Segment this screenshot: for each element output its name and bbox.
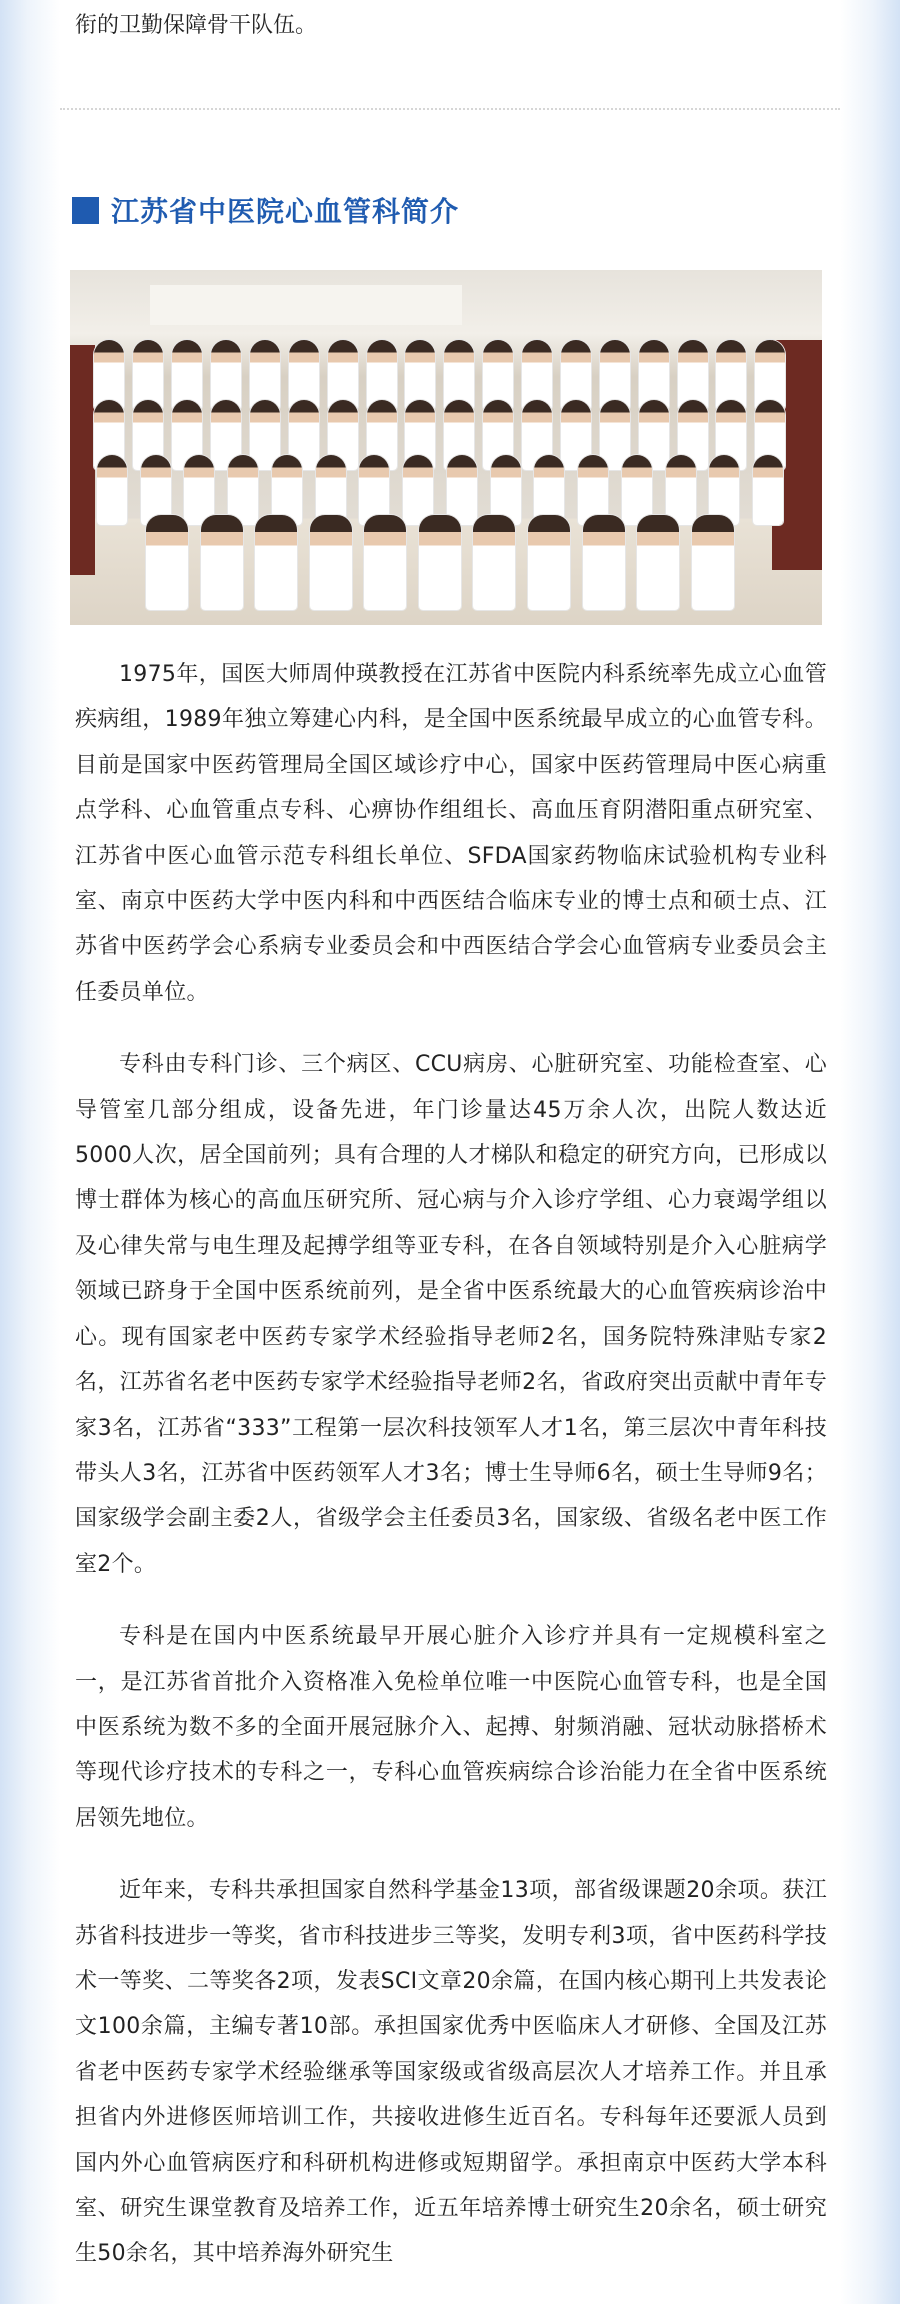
photo-staff-group xyxy=(90,340,790,615)
photo-ceiling-light xyxy=(150,285,462,325)
paragraph-history: 1975年，国医大师周仲瑛教授在江苏省中医院内科系统率先成立心血管疾病组，1989年独立筹建心内科，是全国中医系统最早成立的心血管专科。目前是国家中医药管理局全国区域诊疗中心，国家中医药管理局中医心病重点学科、心血管重点专科、心痹协作组组长、高血压育阴潜阳重点研究室、江苏省中医心血管示范专科组长单位、SFDA国家药物临床试验机构专业科室、南京中医药大学中医内科和中西医结合临床专业的博士点和硕士点、江苏省中医药学会心系病专业委员会和中西医结合学会心血管病专业委员会主任委员单位。 xyxy=(75,662,827,1005)
section-heading xyxy=(72,190,459,230)
section-title: 江苏省中医院心血管科简介 xyxy=(111,195,460,228)
square-bullet-icon xyxy=(72,197,99,224)
previous-section-tail-text: 衔的卫勤保障骨干队伍。 xyxy=(75,13,318,38)
paragraph-interventional: 专科是在国内中医系统最早开展心脏介入诊疗并具有一定规模科室之一，是江苏省首批介入资格准入免检单位唯一中医院心血管专科，也是全国中医系统为数不多的全面开展冠脉介入、起搏、射频消融、冠状动脉搭桥术等现代诊疗技术的专科之一，专科心血管疾病综合诊治能力在全省中医系统居领先地位。 xyxy=(75,1624,827,1831)
paragraph-research-education: 近年来，专科共承担国家自然科学基金13项，部省级课题20余项。获江苏省科技进步一等奖，省市科技进步三等奖，发明专利3项，省中医药科学技术一等奖、二等奖各2项，发表SCI文章20余篇，在国内核心期刊上共发表论文100余篇，主编专著10部。承担国家优秀中医临床人才研修、全国及江苏省老中医药专家学术经验继承等国家级或省级高层次人才培养工作。并且承担省内外进修医师培训工作，共接收进修生近百名。专科每年还要派人员到国内外心血管病医疗和科研机构进修或短期留学。承担南京中医药大学本科室、研究生课堂教育及培养工作，近五年培养博士研究生20余名，硕士研究生50余名，其中培养海外研究生 xyxy=(75,1878,827,2267)
team-group-photo xyxy=(70,270,822,625)
section-divider xyxy=(60,108,840,110)
article-body xyxy=(75,652,827,2304)
paragraph-structure-talent: 专科由专科门诊、三个病区、CCU病房、心脏研究室、功能检查室、心导管室几部分组成，设备先进，年门诊量达45万余人次，出院人数达近5000人次，居全国前列；具有合理的人才梯队和稳定的研究方向，已形成以博士群体为核心的高血压研究所、冠心病与介入诊疗学组、心力衰竭学组以及心律失常与电生理及起搏学组等亚专科，在各自领域特别是介入心脏病学领域已跻身于全国中医系统前列，是全省中医系统最大的心血管疾病诊治中心。现有国家老中医药专家学术经验指导老师2名，国务院特殊津贴专家2名，江苏省名老中医药专家学术经验指导老师2名，省政府突出贡献中青年专家3名，江苏省“333”工程第一层次科技领军人才1名，第三层次中青年科技带头人3名，江苏省中医药领军人才3名；博士生导师6名，硕士生导师9名；国家级学会副主委2人，省级学会主任委员3名，国家级、省级名老中医工作室2个。 xyxy=(75,1052,827,1577)
photo-row-front xyxy=(90,515,790,610)
